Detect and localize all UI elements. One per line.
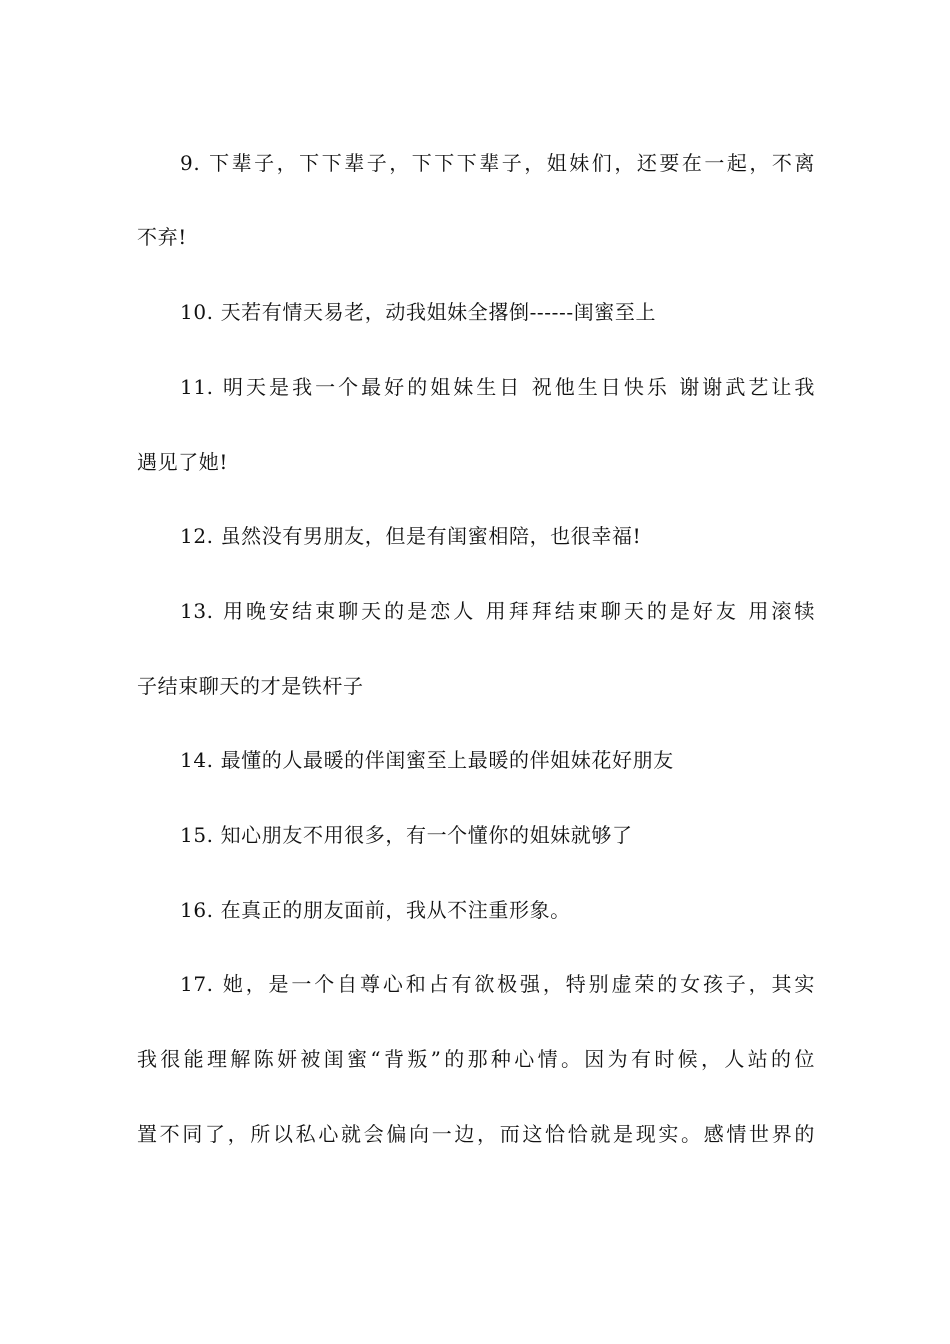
item-13-line-1: 13. 用晚安结束聊天的是恋人 用拜拜结束聊天的是好友 用滚犊 — [180, 599, 815, 623]
item-11-line-2: 遇见了她! — [137, 450, 229, 474]
item-17-line-2: 我很能理解陈妍被闺蜜“背叛”的那种心情。因为有时候，人站的位 — [137, 1047, 815, 1071]
item-13-line-2: 子结束聊天的才是铁杆子 — [137, 674, 364, 698]
item-15: 15. 知心朋友不用很多，有一个懂你的姐妹就够了 — [180, 823, 633, 847]
item-14: 14. 最懂的人最暖的伴闺蜜至上最暖的伴姐妹花好朋友 — [180, 748, 674, 772]
item-17-line-3: 置不同了，所以私心就会偏向一边，而这恰恰就是现实。感情世界的 — [137, 1122, 815, 1146]
item-9-line-2: 不弃! — [137, 225, 187, 249]
item-17-line-1: 17. 她，是一个自尊心和占有欲极强，特别虚荣的女孩子，其实 — [180, 972, 815, 996]
item-11-line-1: 11. 明天是我一个最好的姐妹生日 祝他生日快乐 谢谢武艺让我 — [180, 375, 815, 399]
item-9-line-1: 9. 下辈子，下下辈子，下下下辈子，姐妹们，还要在一起，不离 — [180, 151, 815, 175]
item-16: 16. 在真正的朋友面前，我从不注重形象。 — [180, 898, 571, 922]
item-12: 12. 虽然没有男朋友，但是有闺蜜相陪，也很幸福! — [180, 524, 642, 548]
item-10: 10. 天若有情天易老，动我姐妹全撂倒------闺蜜至上 — [180, 300, 657, 324]
